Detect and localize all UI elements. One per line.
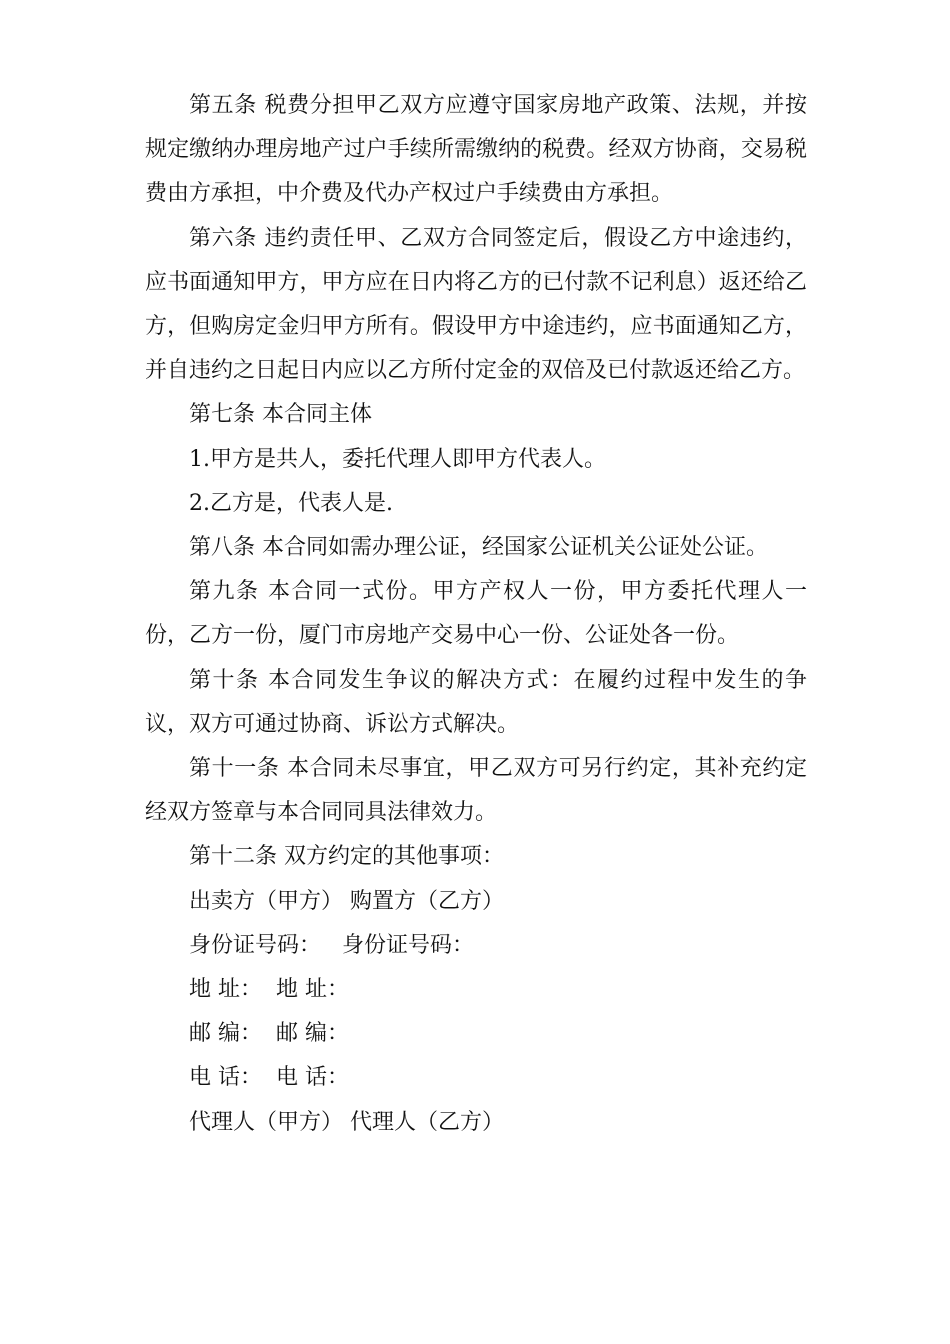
article-9: 第九条 本合同一式份。甲方产权人一份，甲方委托代理人一份，乙方一份，厦门市房地产交易中心一份、公证处各一份。: [145, 579, 807, 649]
article-7-title: 第七条 本合同主体: [189, 402, 372, 428]
signature-postcode: 邮 编： 邮 编：: [189, 1021, 349, 1047]
signature-agents: 代理人（甲方） 代理人（乙方）: [189, 1109, 504, 1135]
signature-id-numbers: 身份证号码： 身份证号码：: [189, 932, 474, 958]
signature-phone: 电 话： 电 话：: [189, 1065, 349, 1091]
signature-parties: 出卖方（甲方） 购置方（乙方）: [189, 888, 504, 914]
article-12: 第十二条 双方约定的其他事项：: [189, 844, 504, 870]
article-11: 第十一条 本合同未尽事宜，甲乙双方可另行约定，其补充约定经双方签章与本合同同具法律效力。: [145, 756, 807, 826]
article-10: 第十条 本合同发生争议的解决方式：在履约过程中发生的争议，双方可通过协商、诉讼方式解决。: [145, 667, 807, 737]
article-7-item-2: 2.乙方是，代表人是.: [189, 490, 393, 516]
article-6: 第六条 违约责任甲、乙双方合同签定后，假设乙方中途违约，应书面通知甲方，甲方应在日内将乙方的已付款不记利息）返还给乙方，但购房定金归甲方所有。假设甲方中途违约，应书面通知乙方，并自违约之日起日内应以乙方所付定金的双倍及已付款返还给乙方。: [145, 225, 807, 384]
article-5: 第五条 税费分担甲乙双方应遵守国家房地产政策、法规，并按规定缴纳办理房地产过户手续所需缴纳的税费。经双方协商，交易税费由方承担，中介费及代办产权过户手续费由方承担。: [145, 93, 807, 207]
article-8: 第八条 本合同如需办理公证，经国家公证机关公证处公证。: [189, 535, 768, 561]
contract-page: [145, 84, 807, 1145]
article-7-item-1: 1.甲方是共人，委托代理人即甲方代表人。: [189, 446, 606, 472]
signature-address: 地 址： 地 址：: [189, 977, 349, 1003]
